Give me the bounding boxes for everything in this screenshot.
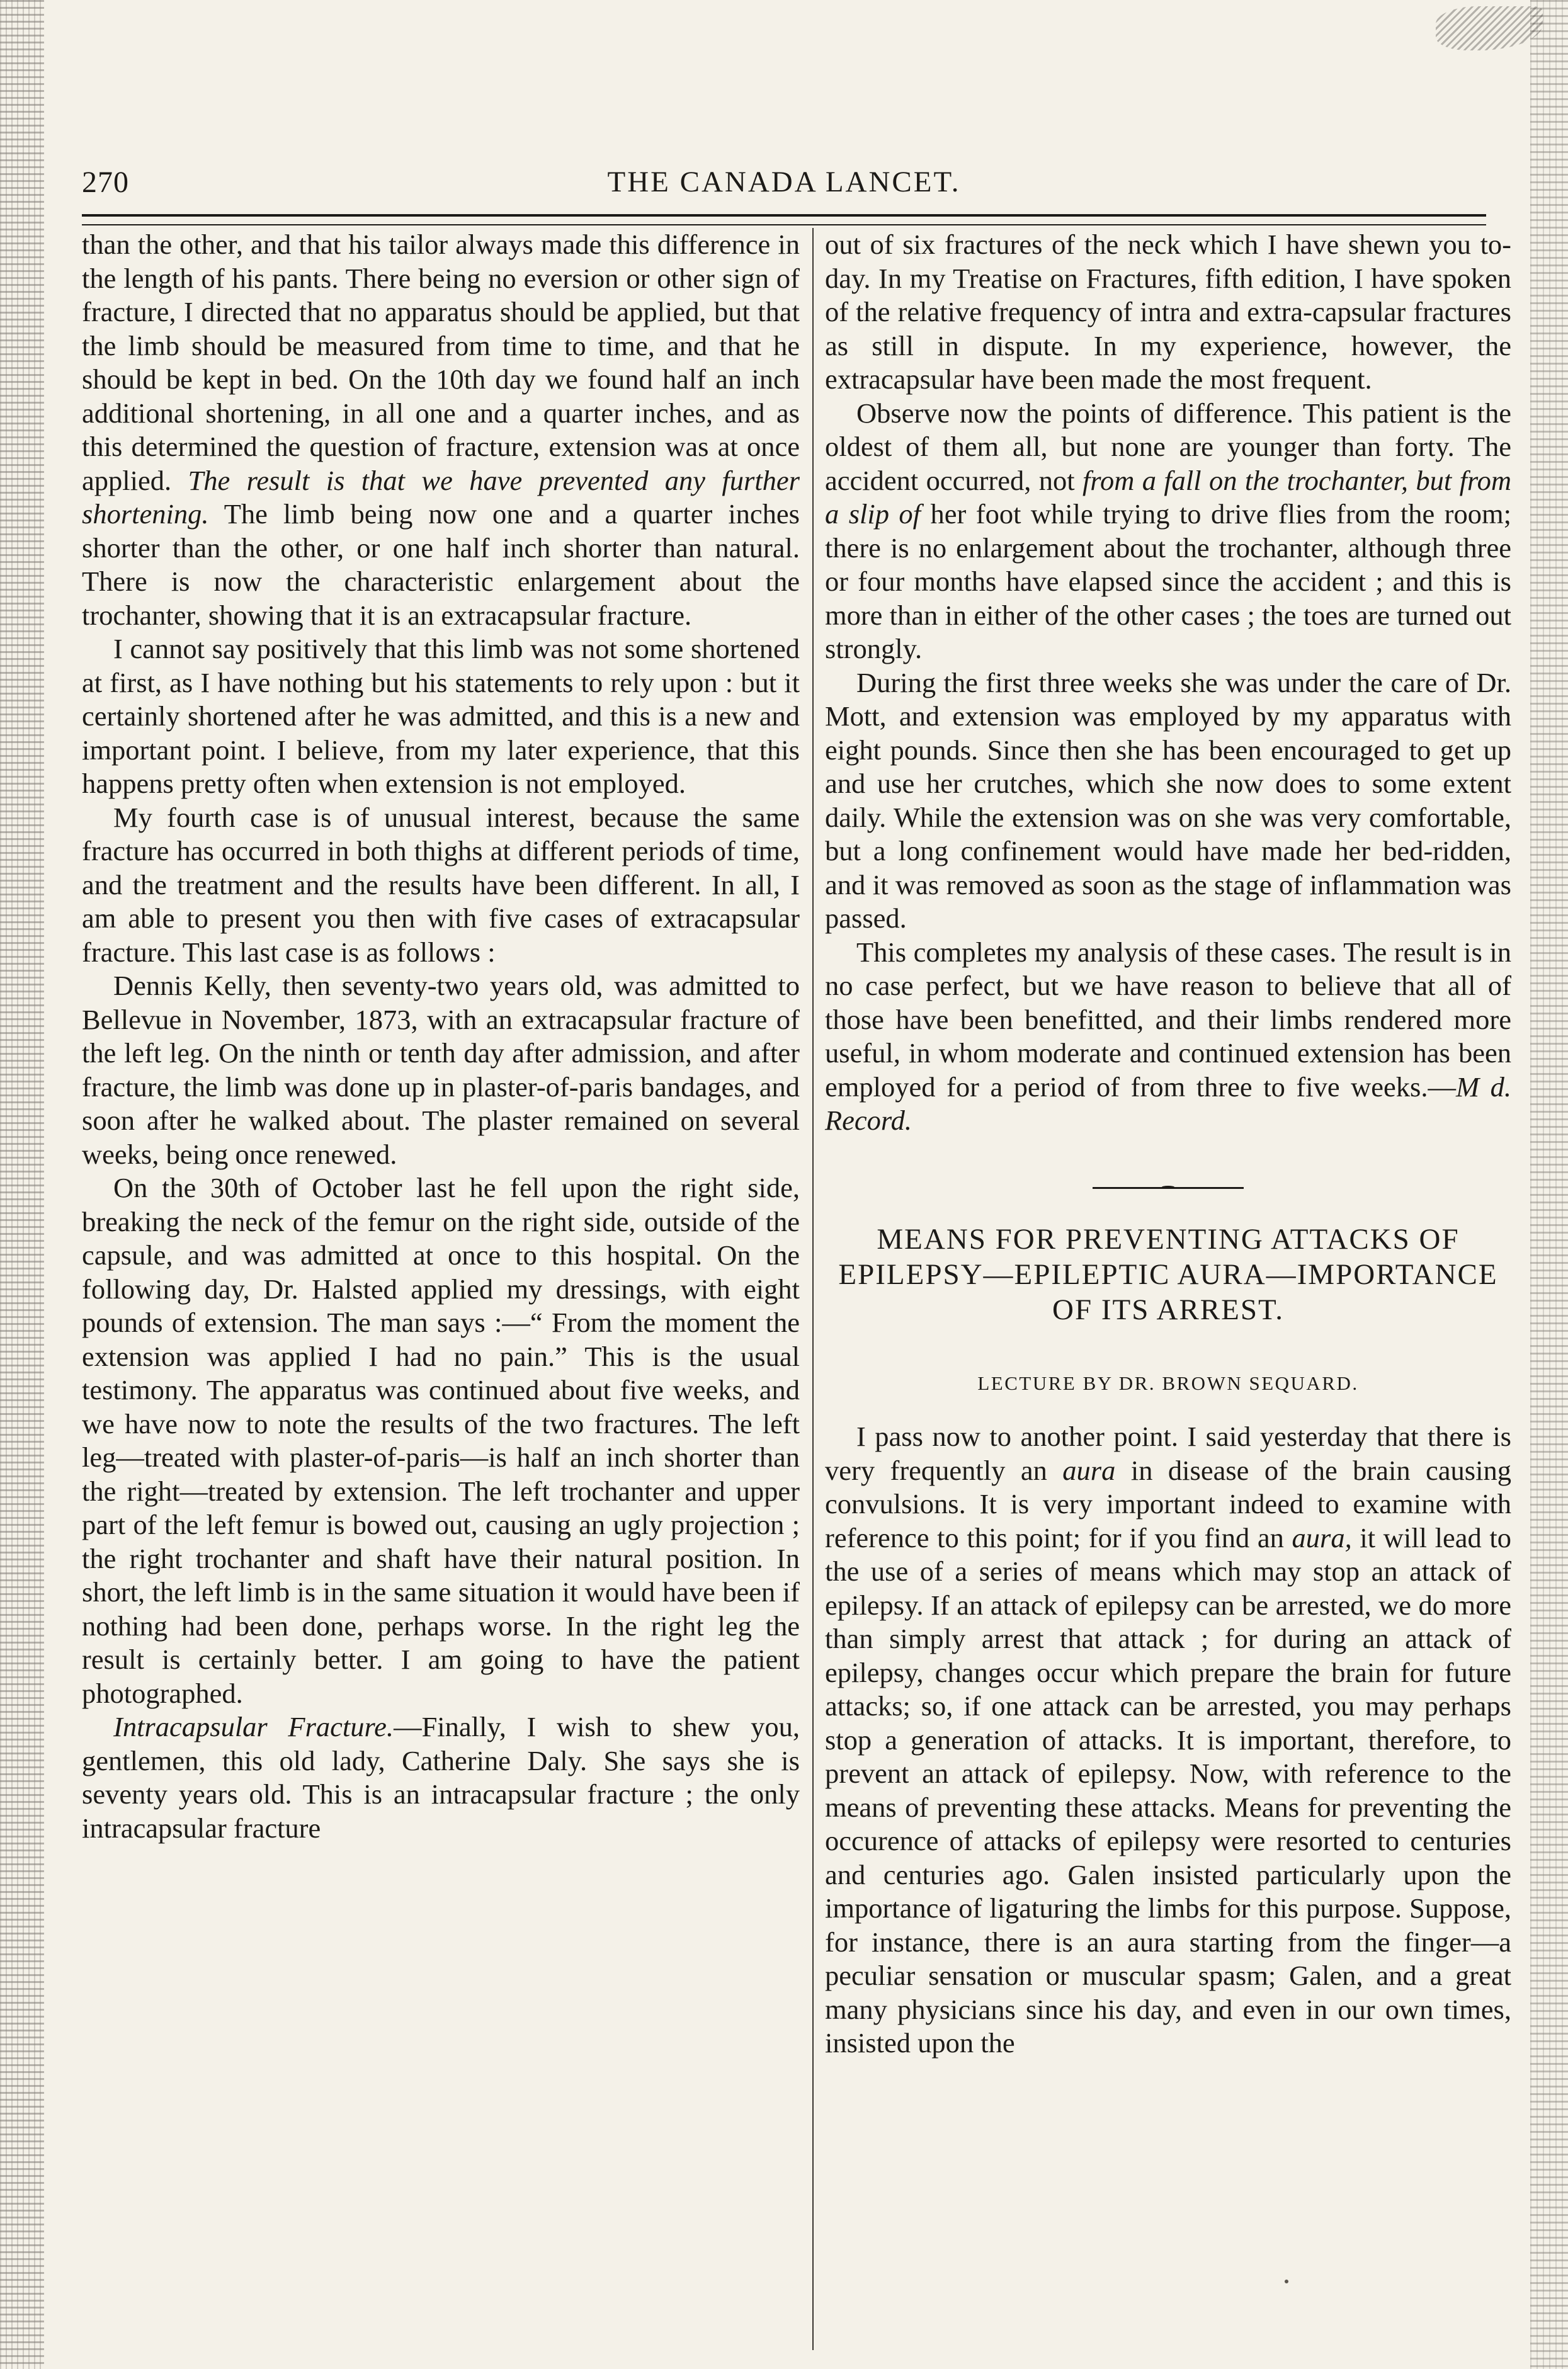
text-run: in disease of the brain causing convulsions. It is very important indeed to examine with reference to this point; for if you find an [825,1454,1511,1554]
paragraph [825,1420,1511,2060]
paragraph: During the first three weeks she was under the care of Dr. Mott, and extension was employed by my apparatus with eight pounds. Since then she has been encouraged to get up and use her crutches, which she now does to some extent daily. While the extension was on she was very comfortable, but a long confinement would have made her bed-ridden, and it was removed as soon as the stage of inflammation was passed. [825,666,1511,934]
paragraph: On the 30th of October last he fell upon the right side, breaking the neck of the femur on the right side, outside of the capsule, and was admitted at once to this hospital. On the following day, Dr. Halsted applied my dressings, with eight pounds of extension. The man says :—“ From the moment the extension was applied I had no pain.” This is the usual testimony. The apparatus was continued about five weeks, and we have now to note the results of the two fractures. The left leg—treated with plaster-of-paris—is half an inch shorter than the right—treated by extension. The left trochanter and upper part of the left femur is bowed out, causing an ugly projection ; the right trochanter and shaft have their natural position. In short, the left limb is in the same situation it would have been if nothing had been done, perhaps worse. In the right leg the result is certainly better. I am going to have the patient photographed. [82,1172,800,1709]
text-run: it will lead to the use of a series of means which may stop an attack of epilepsy. If an attack of epilepsy can be arrested, we do more than simply arrest that attack ; for during an attack of epilepsy, changes occur which prepare the brain for future attacks; so, if one attack can be arrested, you may perhaps stop a generation of attacks. It is important, therefore, to prevent an attack of epilepsy. Now, with reference to the means of preventing these attacks. Means for preventing the occurence of attacks of epilepsy were resorted to centuries and centuries ago. Galen insisted particularly upon the importance of ligaturing the limbs for this purpose. Suppose, for instance, there is an aura starting from the finger—a peculiar sensation or muscular spasm; Galen, and a great many physicians since his day, and even in our own times, insisted upon the [825,1521,1512,2059]
text-run: I pass now to another point. I said yesterday that there is very frequently an [825,1421,1511,1486]
right-column [825,228,1511,2060]
paragraph: I cannot say positively that this limb was not some shortened at first, as I have nothing but his statements to rely upon : but it certainly shortened after he was admitted, and this is a new and important point. I believe, from my later experience, that this happens pretty often when extension is not employed. [82,633,800,799]
paragraph [825,397,1511,666]
paragraph: My fourth case is of unusual interest, because the same fracture has occurred in both thighs at different periods of time, and the treatment and the results have been different. In all, I am able to present you then with five cases of extracapsular fracture. This last case is as follows : [82,801,800,968]
text-run: The limb being now one and a quarter inches shorter than the other, or one half inch shorter than natural. There is now the characteristic enlargement about the trochanter, showing that it is an extracapsular fracture. [82,498,800,631]
column-divider [812,228,814,2350]
binding-edge-right [1530,0,1568,2369]
paragraph: Dennis Kelly, then seventy-two years old, was admitted to Bellevue in November, 1873, with an extracapsular fracture of the left leg. On the ninth or tenth day after admission, and after fracture, the limb was done up in plaster-of-paris bandages, and soon after he walked about. The plaster remained on several weeks, being once renewed. [82,970,800,1170]
italic-text: aura, [1292,1521,1352,1554]
binding-edge-left [0,0,44,2369]
header-rule [82,214,1486,225]
page-number: 270 [82,166,129,199]
paragraph: out of six fractures of the neck which I have shewn you to-day. In my Treatise on Fractures, fifth edition, I have spoken of the relative frequency of intra and extra-capsular fractures as still in dispute. In my experience, however, the extracapsular have been made the most frequent. [825,229,1511,395]
text-run: —Finally, I wish to shew you, gentlemen, this old lady, Catherine Daly. She says she is seventy years old. This is an intracapsular fracture ; the only intracapsular fracture [82,1711,800,1844]
left-column [82,228,800,1845]
italic-text: from a fall on the trochanter, but from a slip of [825,464,1511,530]
article-byline: LECTURE BY DR. BROWN SEQUARD. [977,1372,1359,1394]
text-run: her foot while trying to drive flies from the room; there is no enlargement about the trochanter, although three or four months have elapsed since the accident ; and this is more than in either of the other cases ; the toes are turned out strongly. [825,498,1511,664]
paragraph [825,936,1511,1138]
source-signature: M d. Record. [825,1071,1511,1136]
paragraph [82,1710,800,1845]
text-run: Observe now the points of difference. This patient is the oldest of them all, but none are younger than forty. The accident occurred, not [825,397,1511,496]
page-header [82,165,1486,209]
text-run: This completes my analysis of these cases. The result is in no case perfect, but we have reason to believe that all of those have been benefitted, and their limbs rendered more useful, in whom moderate and continued extension has been employed for a period of from three to five weeks.— [825,936,1511,1103]
ink-speck [1285,2280,1288,2283]
paragraph [82,228,800,632]
text-run: than the other, and that his tailor always made this difference in the length of his pants. There being no eversion or other sign of fracture, I directed that no apparatus should be applied, but that the limb should be measured from time to time, and that he should be kept in bed. On the 10th day we found half an inch additional shortening, in all one and a quarter inches, and as this determined the question of fracture, extension was at once applied. [82,229,800,496]
italic-text: aura [1062,1454,1116,1486]
italic-text: The result is that we have prevented any further shortening. [82,464,800,530]
section-separator [1093,1187,1244,1189]
article-title: MEANS FOR PREVENTING ATTACKS OF EPILEPSY—EPILEPTIC AURA—IMPORTANCE OF ITS ARREST. [838,1222,1498,1326]
section-lead-italic: Intracapsular Fracture. [113,1711,394,1742]
running-title: THE CANADA LANCET. [607,166,961,198]
corner-stain [1436,6,1543,50]
